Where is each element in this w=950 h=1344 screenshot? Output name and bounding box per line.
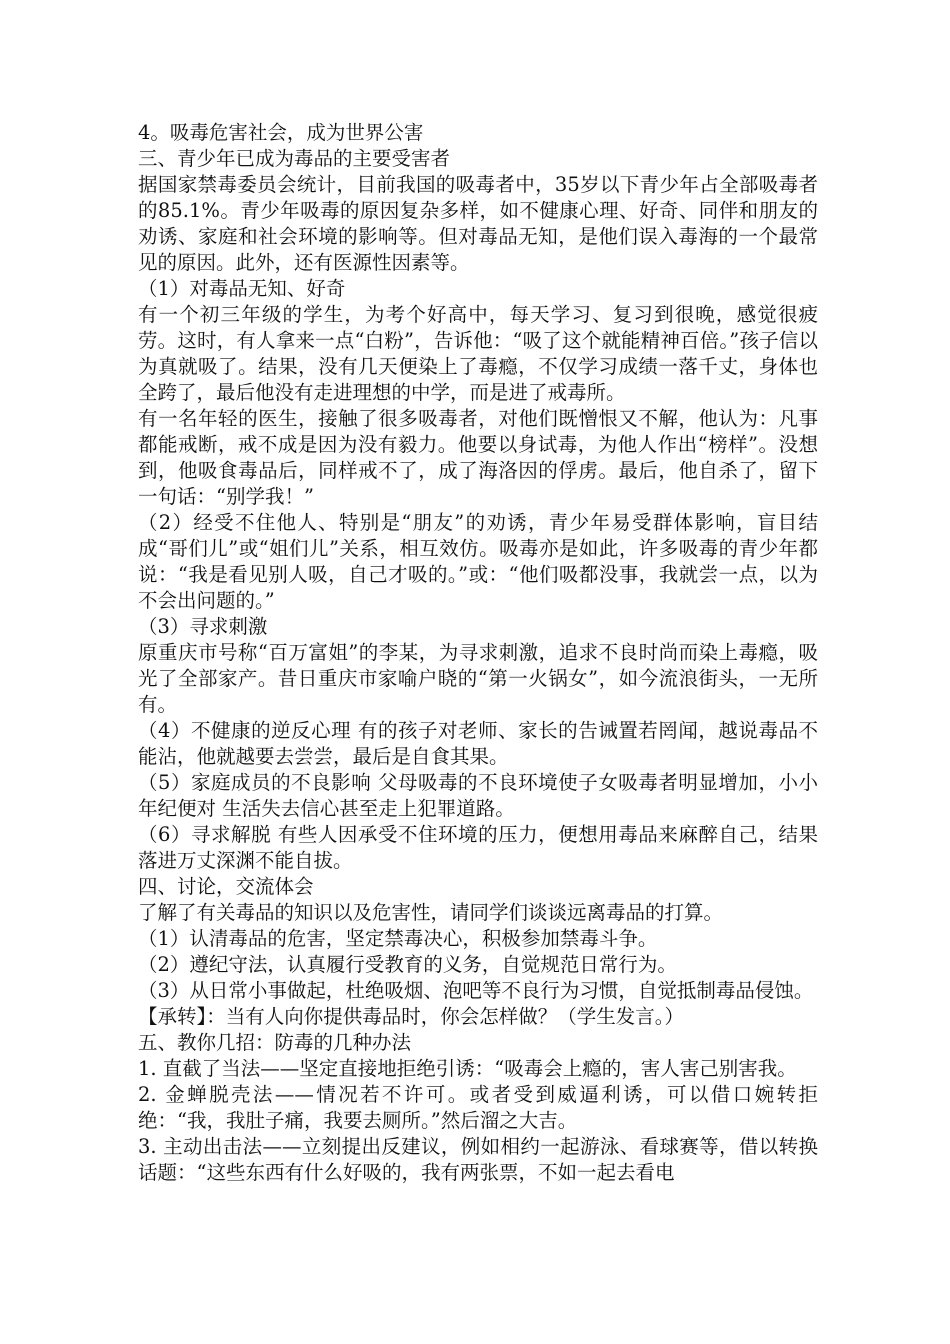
section-heading: 三、青少年已成为毒品的主要受害者 (138, 147, 451, 170)
body-paragraph: 有一名年轻的医生，接触了很多吸毒者，对他们既憎恨又不解，他认为：凡事都能戒断，戒不成是因为没有毅力。他要以身试毒，为他人作出“榜样”。没想到，他吸食毒品后，同样戒不了，成了海洛因的俘虏。最后，他自杀了，留下一句话：“别学我！” (138, 407, 818, 508)
subsection-heading: （1）对毒品无知、好奇 (138, 277, 346, 300)
body-paragraph: （5）家庭成员的不良影响 父母吸毒的不良环境使子女吸毒者明显增加，小小年纪便对 生活失去信心甚至走上犯罪道路。 (138, 771, 818, 820)
list-item-heading: 4。吸毒危害社会，成为世界公害 (138, 121, 424, 144)
body-paragraph: （2）经受不住他人、特别是“朋友”的劝诱，青少年易受群体影响，盲目结成“哥们儿”或“姐们儿”关系，相互效仿。吸毒亦是如此，许多吸毒的青少年都说：“我是看见别人吸，自己才吸的。”或：“他们吸都没事，我就尝一点，以为不会出问题的。” (138, 511, 818, 612)
section-heading: 五、教你几招：防毒的几种办法 (138, 1031, 412, 1054)
transition-paragraph: 【承转】：当有人向你提供毒品时，你会怎样做？（学生发言。） (138, 1005, 685, 1028)
body-paragraph: （4）不健康的逆反心理 有的孩子对老师、家长的告诫置若罔闻，越说毒品不能沾，他就越要去尝尝，最后是自食其果。 (138, 719, 818, 768)
list-item: （2）遵纪守法，认真履行受教育的义务，自觉规范日常行为。 (138, 953, 677, 976)
document-body (138, 120, 818, 1186)
body-paragraph: 有一个初三年级的学生，为考个好高中，每天学习、复习到很晚，感觉很疲劳。这时，有人拿来一点“白粉”，告诉他：“吸了这个就能精神百倍。”孩子信以为真就吸了。结果，没有几天便染上了毒瘾，不仅学习成绩一落千丈，身体也全跨了，最后他没有走进理想的中学，而是进了戒毒所。 (138, 303, 818, 404)
list-item: （1）认清毒品的危害，坚定禁毒决心，积极参加禁毒斗争。 (138, 927, 658, 950)
list-item: 3. 主动出击法——立刻提出反建议，例如相约一起游泳、看球赛等，借以转换话题：“这些东西有什么好吸的，我有两张票，不如一起去看电 (138, 1135, 818, 1184)
list-item: 2. 金蝉脱壳法——情况若不许可。或者受到威逼利诱，可以借口婉转拒绝：“我，我肚子痛，我要去厕所。”然后溜之大吉。 (138, 1083, 818, 1132)
list-item: 1. 直截了当法——坚定直接地拒绝引诱：“吸毒会上瘾的，害人害己别害我。 (138, 1057, 797, 1080)
body-paragraph: 据国家禁毒委员会统计，目前我国的吸毒者中，35岁以下青少年占全部吸毒者的85.1%。青少年吸毒的原因复杂多样，如不健康心理、好奇、同伴和朋友的劝诱、家庭和社会环境的影响等。但对毒品无知，是他们误入毒海的一个最常见的原因。此外，还有医源性因素等。 (138, 173, 818, 274)
list-item: （3）从日常小事做起，杜绝吸烟、泡吧等不良行为习惯，自觉抵制毒品侵蚀。 (138, 979, 814, 1002)
section-heading: 四、讨论，交流体会 (138, 875, 314, 898)
subsection-heading: （3）寻求刺激 (138, 615, 268, 638)
body-paragraph: 了解了有关毒品的知识以及危害性，请同学们谈谈远离毒品的打算。 (138, 901, 724, 924)
body-paragraph: 原重庆市号称“百万富姐”的李某，为寻求刺激，追求不良时尚而染上毒瘾，吸光了全部家产。昔日重庆市家喻户晓的“第一火锅女”，如今流浪街头，一无所有。 (138, 641, 818, 716)
body-paragraph: （6）寻求解脱 有些人因承受不住环境的压力，便想用毒品来麻醉自己，结果落进万丈深渊不能自拔。 (138, 823, 818, 872)
